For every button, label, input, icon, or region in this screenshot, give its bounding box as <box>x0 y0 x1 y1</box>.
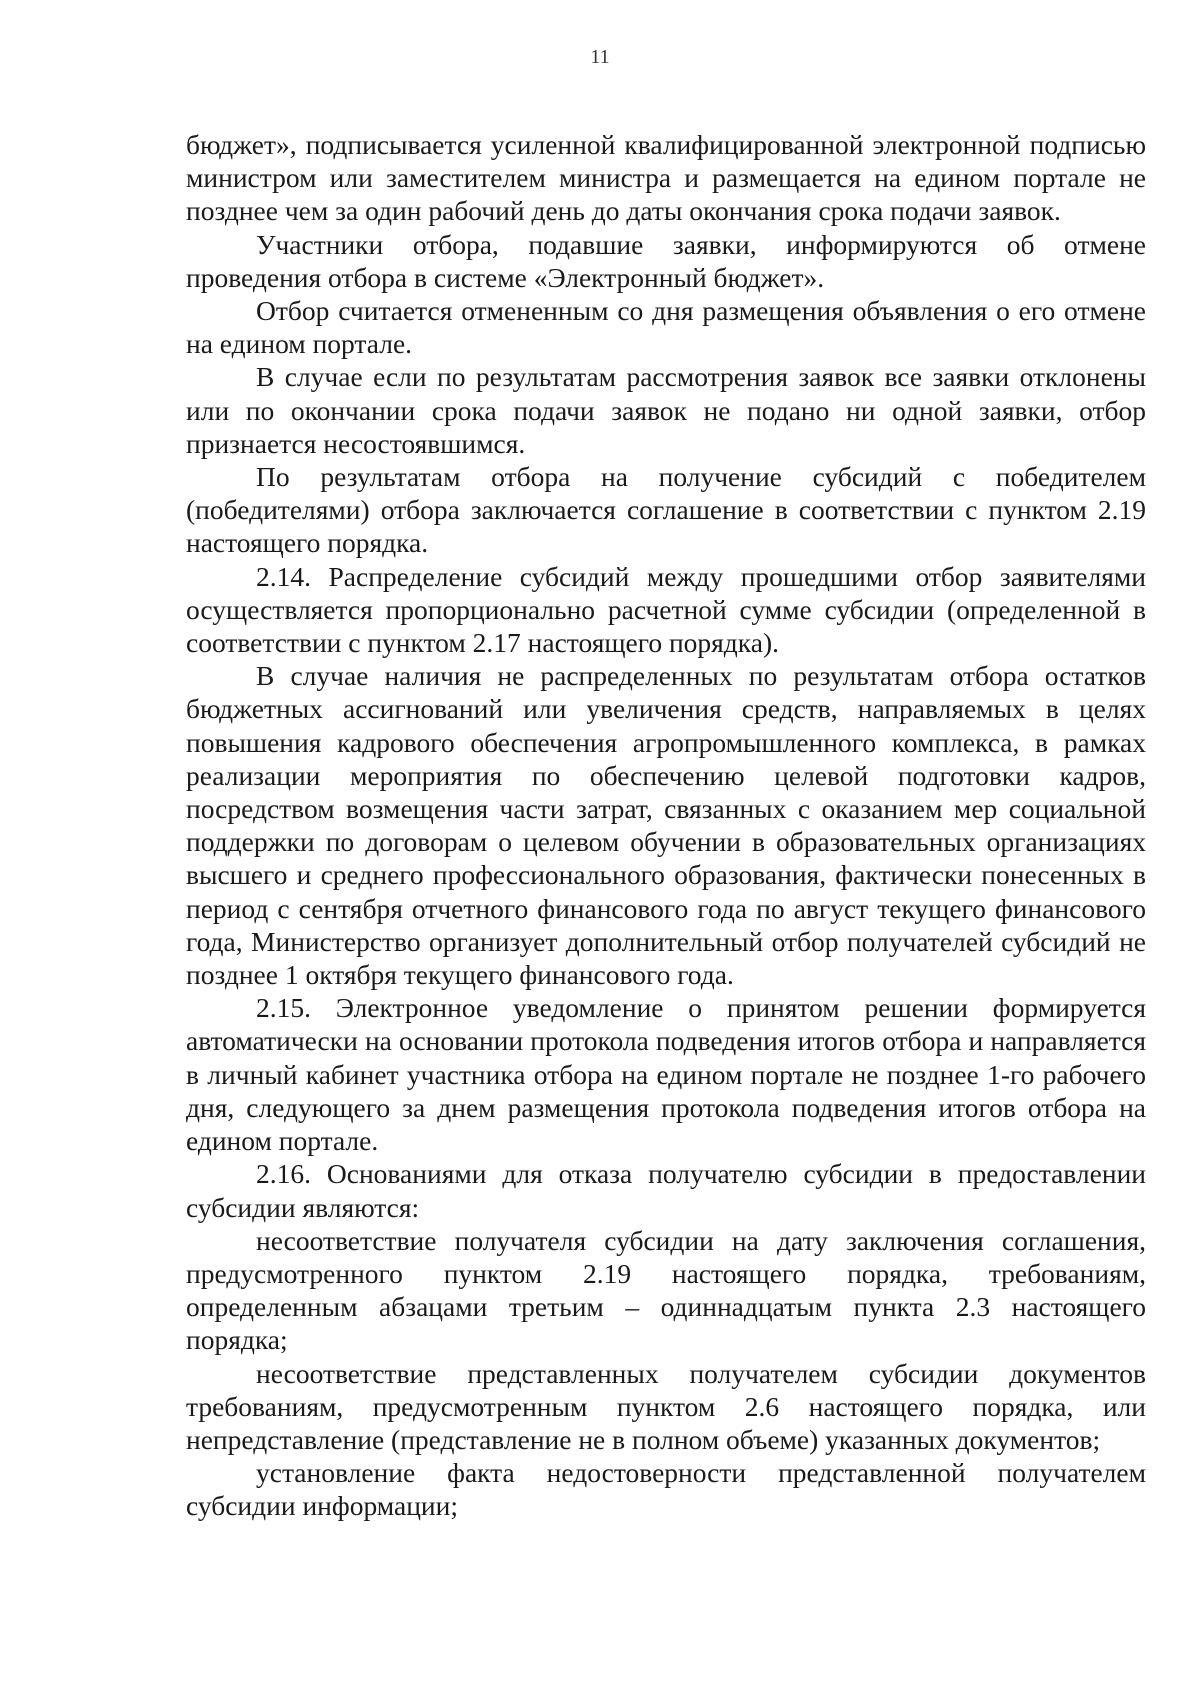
paragraph-agreement-with-winners: По результатам отбора на получение субсидий с победителем (победителями) отбора заключается соглашение в соответствии с пунктом 2.19 настоящего порядка. <box>186 461 1146 559</box>
paragraph-participants-notified: Участники отбора, подавшие заявки, информируются об отмене проведения отбора в системе «Электронный бюджет». <box>186 228 1146 293</box>
page-number: 11 <box>590 46 610 68</box>
paragraph-clause-2-15: 2.15. Электронное уведомление о принятом решении формируется автоматически на основании протокола подведения итогов отбора и направляется в личный кабинет участника отбора на едином портале не позднее 1-го рабочего дня, следующего за днем размещения протокола подведения итогов отбора на едином портале. <box>186 992 1146 1157</box>
document-body <box>186 128 1146 1523</box>
list-item-grounds-1: несоответствие получателя субсидии на дату заключения соглашения, предусмотренного пунктом 2.19 настоящего порядка, требованиям, определенным абзацами третьим – одиннадцатым пункта 2.3 настоящего порядка; <box>186 1224 1146 1356</box>
paragraph-clause-2-14: 2.14. Распределение субсидий между прошедшими отбор заявителями осуществляется пропорционально расчетной сумме субсидии (определенной в соответствии с пунктом 2.17 настоящего порядка). <box>186 560 1146 659</box>
list-item-grounds-2: несоответствие представленных получателем субсидии документов требованиям, предусмотренным пунктом 2.6 настоящего порядка, или непредставление (представление не в полном объеме) указанных документов; <box>186 1357 1146 1455</box>
paragraph-selection-failed: В случае если по результатам рассмотрения заявок все заявки отклонены или по окончании срока подачи заявок не подано ни одной заявки, отбор признается несостоявшимся. <box>186 361 1146 459</box>
paragraph-additional-selection: В случае наличия не распределенных по результатам отбора остатков бюджетных ассигнований или увеличения средств, направляемых в целях повышения кадрового обеспечения агропромышленного комплекса, в рамках реализации мероприятия по обеспечению целевой подготовки кадров, посредством возмещения части затрат, связанных с оказанием мер социальной поддержки по договорам о целевом обучении в образовательных организациях высшего и среднего профессионального образования, фактически понесенных в период с сентября отчетного финансового года по август текущего финансового года, Министерство организует дополнительный отбор получателей субсидий не позднее 1 октября текущего финансового года. <box>186 660 1146 991</box>
paragraph-clause-2-16: 2.16. Основаниями для отказа получателю субсидии в предоставлении субсидии являются: <box>186 1158 1146 1223</box>
paragraph-continuation: бюджет», подписывается усиленной квалифицированной электронной подписью министром или заместителем министра и размещается на едином портале не позднее чем за один рабочий день до даты окончания срока подачи заявок. <box>186 129 1146 227</box>
paragraph-selection-cancelled: Отбор считается отмененным со дня размещения объявления о его отмене на едином портале. <box>186 295 1146 360</box>
list-item-grounds-3: установление факта недостоверности представленной получателем субсидии информации; <box>186 1457 1146 1522</box>
